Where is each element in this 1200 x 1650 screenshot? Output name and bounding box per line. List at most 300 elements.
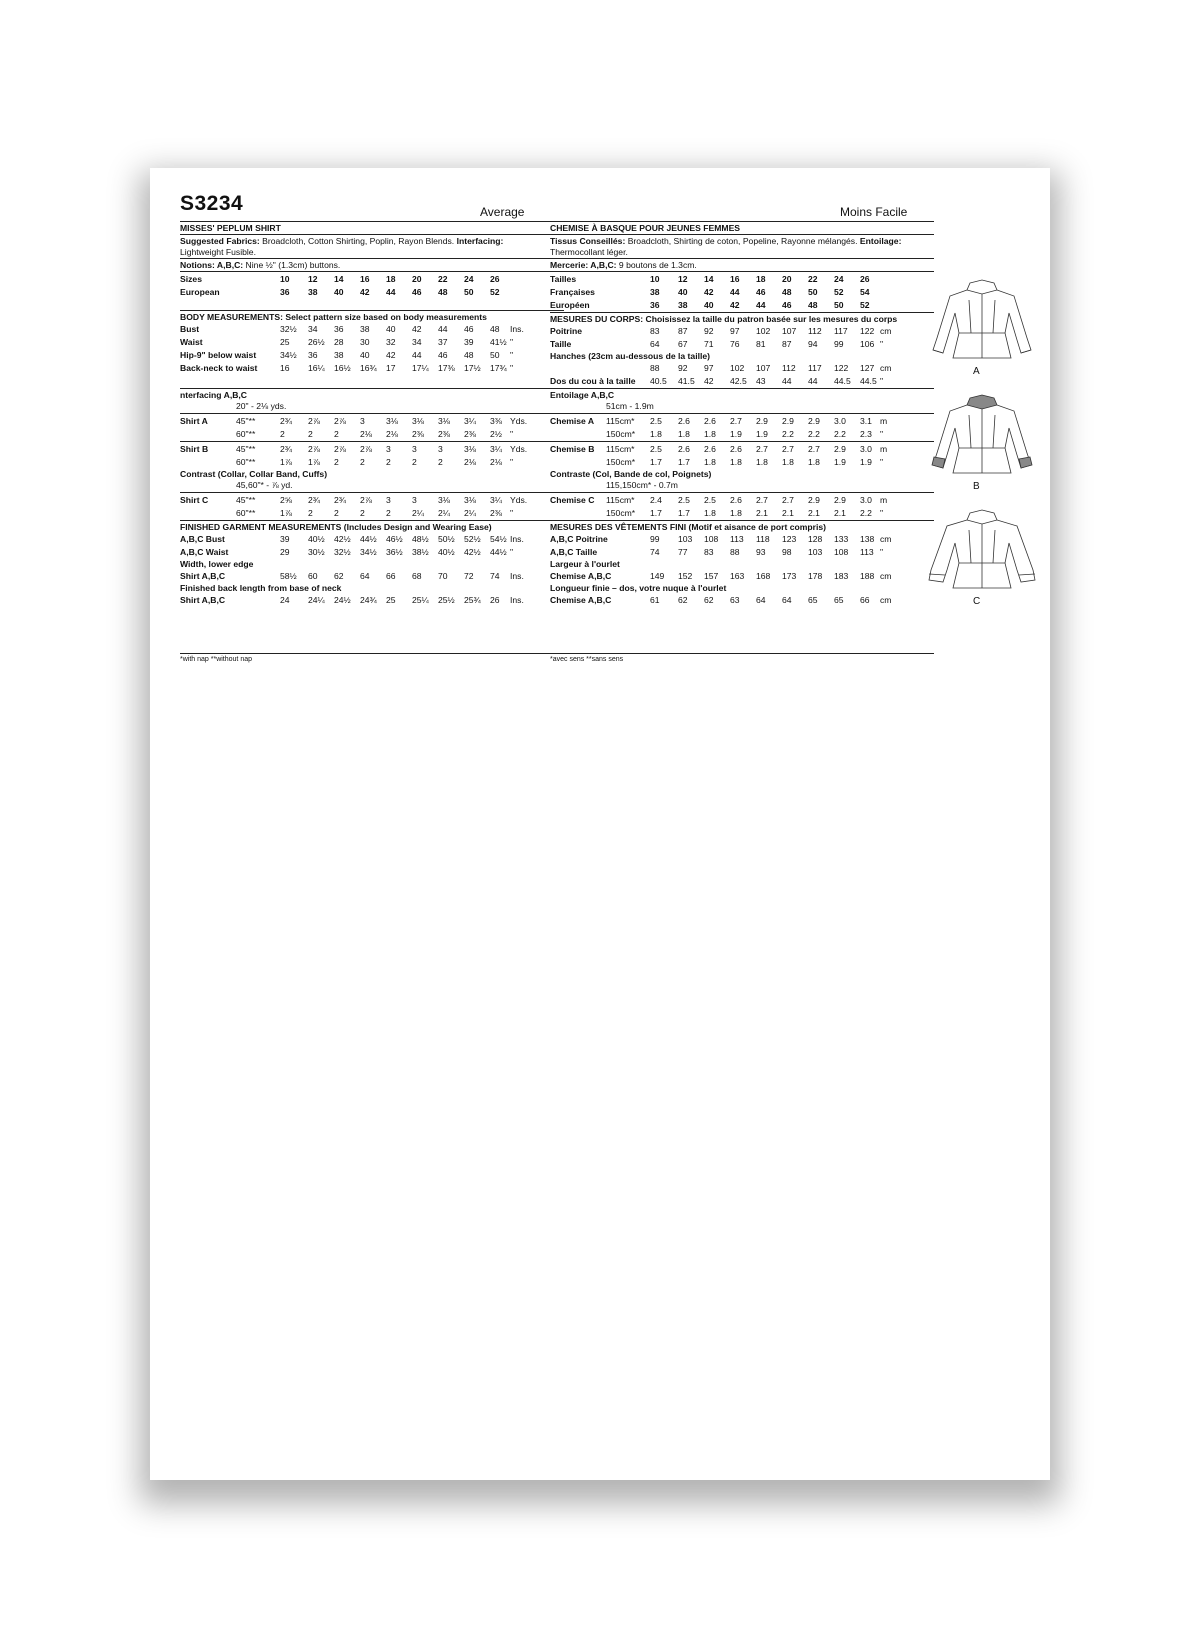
- size-value: 44: [386, 287, 396, 297]
- size-value: 108: [704, 534, 719, 544]
- unit: ": [510, 429, 514, 439]
- row-label: A,B,C Waist: [180, 547, 229, 557]
- size-value: 3: [438, 444, 443, 454]
- notions: [550, 260, 697, 270]
- finished-row: [180, 546, 564, 559]
- row-label: A,B,C Bust: [180, 534, 225, 544]
- size-value: 62: [704, 595, 714, 605]
- divider: [550, 492, 934, 493]
- unit: Yds.: [510, 444, 528, 454]
- size-value: 3⅛: [464, 444, 476, 454]
- size-value: 64: [360, 571, 370, 581]
- size-value: 3⅛: [438, 495, 450, 505]
- size-value: 117: [834, 326, 848, 336]
- unit: m: [880, 444, 888, 454]
- size-value: 48: [782, 287, 792, 297]
- size-value: 44: [782, 376, 792, 386]
- size-value: 12: [308, 274, 318, 284]
- size-value: 32½: [334, 547, 351, 557]
- size-value: 38½: [412, 547, 429, 557]
- size-value: 128: [808, 534, 823, 544]
- yardage-row-a: [550, 415, 934, 428]
- size-value: 2.7: [730, 416, 742, 426]
- size-value: 1.7: [678, 508, 690, 518]
- unit: cm: [880, 595, 892, 605]
- body-measurement-row: [180, 349, 564, 362]
- size-value: 36: [280, 287, 290, 297]
- divider: [550, 234, 934, 235]
- size-value: 36: [650, 300, 660, 310]
- size-value: 133: [834, 534, 849, 544]
- size-value: 88: [730, 547, 740, 557]
- size-value: 39: [280, 534, 290, 544]
- size-value: 12: [678, 274, 688, 284]
- size-value: 2.9: [834, 495, 846, 505]
- size-value: 74: [650, 547, 660, 557]
- size-value: 2¾: [308, 495, 320, 505]
- size-value: 3⅛: [464, 495, 476, 505]
- divider: [550, 388, 934, 389]
- size-value: 24½: [334, 595, 351, 605]
- size-value: 34: [412, 337, 422, 347]
- unit: ": [510, 508, 514, 518]
- unit: Ins.: [510, 534, 524, 544]
- size-value: 2⅞: [308, 444, 320, 454]
- size-value: 2¼: [464, 508, 476, 518]
- fabrics-label: Suggested Fabrics:: [180, 236, 260, 246]
- size-value: 10: [650, 274, 660, 284]
- size-value: 113: [730, 534, 744, 544]
- size-value: 2: [280, 429, 285, 439]
- size-value: 17⅜: [438, 363, 455, 373]
- row-label: A,B,C Taille: [550, 547, 598, 557]
- divider: [180, 234, 564, 235]
- fabrics-text: Broadcloth, Shirting de coton, Popeline, Rayonne mélangés.: [625, 236, 858, 246]
- notions: [180, 260, 340, 270]
- size-value: 122: [834, 363, 849, 373]
- size-value: 63: [730, 595, 740, 605]
- size-value: 14: [334, 274, 344, 284]
- size-value: 1⅞: [308, 457, 320, 467]
- size-value: 14: [704, 274, 714, 284]
- size-value: 3: [412, 444, 417, 454]
- size-value: 2.9: [808, 495, 820, 505]
- size-value: 1.8: [650, 429, 662, 439]
- size-value: 25¼: [412, 595, 429, 605]
- size-value: 64: [756, 595, 766, 605]
- size-value: 65: [808, 595, 818, 605]
- size-value: 2⅞: [308, 416, 320, 426]
- size-value: 3⅛: [412, 416, 424, 426]
- finished-row: [550, 546, 934, 559]
- size-value: 24¼: [308, 595, 325, 605]
- size-value: 2¾: [280, 444, 292, 454]
- size-value: 2¾: [334, 495, 346, 505]
- size-value: 3⅛: [438, 416, 450, 426]
- unit: m: [880, 416, 888, 426]
- unit: ": [510, 457, 514, 467]
- size-value: 87: [782, 339, 792, 349]
- unit: Yds.: [510, 416, 528, 426]
- unit: ": [880, 508, 884, 518]
- size-value: 29: [280, 547, 290, 557]
- size-value: 2.9: [756, 416, 768, 426]
- size-value: 1.8: [808, 457, 820, 467]
- size-value: 2.2: [782, 429, 794, 439]
- size-value: 2⅞: [334, 416, 346, 426]
- suggested-fabrics: [180, 236, 503, 246]
- row-label: Back-neck to waist: [180, 363, 258, 373]
- size-value: 81: [756, 339, 766, 349]
- size-value: 20: [412, 274, 422, 284]
- row-label: Chemise B: [550, 444, 595, 454]
- body-measurement-row: [550, 338, 934, 351]
- size-value: 97: [704, 363, 714, 373]
- size-value: 3: [386, 444, 391, 454]
- size-value: 64: [650, 339, 660, 349]
- size-value: 32½: [280, 324, 297, 334]
- size-value: 2.1: [808, 508, 820, 518]
- size-value: 2¾: [280, 416, 292, 426]
- garment-title: CHEMISE À BASQUE POUR JEUNES FEMMES: [550, 223, 741, 233]
- size-value: 16½: [334, 363, 351, 373]
- row-label: Poitrine: [550, 326, 582, 336]
- size-value: 50½: [438, 534, 455, 544]
- body-measurements-heading: BODY MEASUREMENTS: Select pattern size based on body measurements: [180, 312, 487, 322]
- interfacing-heading: nterfacing A,B,C: [180, 390, 248, 400]
- size-value: 2⅜: [412, 429, 424, 439]
- row-label: A,B,C Poitrine: [550, 534, 608, 544]
- size-value: 163: [730, 571, 745, 581]
- size-value: 3.0: [834, 416, 846, 426]
- size-value: 34: [308, 324, 318, 334]
- size-value: 2.2: [808, 429, 820, 439]
- size-value: 46: [438, 350, 448, 360]
- size-value: 28: [334, 337, 344, 347]
- size-value: 72: [464, 571, 474, 581]
- size-value: 2.7: [756, 444, 768, 454]
- size-value: 103: [808, 547, 823, 557]
- divider: [550, 441, 934, 442]
- row-label: European: [180, 287, 220, 297]
- size-value: 183: [834, 571, 849, 581]
- size-value: 48½: [412, 534, 429, 544]
- size-value: 17: [386, 363, 396, 373]
- unit: ": [880, 339, 884, 349]
- size-value: 2: [334, 508, 339, 518]
- suggested-fabrics: [550, 236, 901, 246]
- size-value: 123: [782, 534, 797, 544]
- size-value: 68: [412, 571, 422, 581]
- fabrics-label: Tissus Conseillés:: [550, 236, 626, 246]
- size-value: 2⅛: [360, 429, 372, 439]
- size-value: 54½: [490, 534, 507, 544]
- unit: cm: [880, 326, 892, 336]
- size-value: 16: [360, 274, 370, 284]
- size-value: 61: [650, 595, 660, 605]
- size-value: 54: [860, 287, 870, 297]
- yardage-row-c: [550, 507, 934, 520]
- size-value: 42.5: [730, 376, 747, 386]
- size-value: 112: [808, 326, 822, 336]
- size-value: 70: [438, 571, 448, 581]
- fabrics-line2: Lightweight Fusible.: [180, 247, 256, 257]
- french-sizes-row: [550, 286, 934, 299]
- row-label: Européen: [550, 300, 590, 310]
- size-value: 48: [438, 287, 448, 297]
- size-value: 3¼: [490, 444, 502, 454]
- fabric-width: 45"**: [236, 416, 256, 426]
- size-value: 2: [360, 457, 365, 467]
- size-value: 2: [360, 508, 365, 518]
- size-value: 2.6: [678, 444, 690, 454]
- european-sizes-row: [180, 286, 564, 299]
- width-heading: Largeur à l'ourlet: [550, 559, 620, 569]
- size-value: 52: [860, 300, 870, 310]
- size-value: 48: [490, 324, 500, 334]
- size-value: 99: [834, 339, 844, 349]
- size-value: 42: [360, 287, 370, 297]
- size-value: 88: [650, 363, 660, 373]
- size-value: 2⅜: [464, 429, 476, 439]
- unit: Ins.: [510, 571, 524, 581]
- sizes-row: [550, 273, 934, 286]
- size-value: 30: [360, 337, 370, 347]
- size-value: 46: [464, 324, 474, 334]
- size-value: 2: [386, 508, 391, 518]
- fabric-width: 115cm*: [606, 416, 635, 426]
- size-value: 50: [834, 300, 844, 310]
- size-value: 99: [650, 534, 660, 544]
- size-value: 41½: [490, 337, 507, 347]
- size-value: 2.7: [782, 495, 794, 505]
- divider: [550, 221, 934, 222]
- size-value: 3¼: [490, 495, 502, 505]
- view-c: [925, 508, 1040, 623]
- size-value: 17¼: [412, 363, 429, 373]
- size-value: 76: [730, 339, 740, 349]
- size-value: 62: [334, 571, 344, 581]
- size-value: 83: [650, 326, 660, 336]
- row-label: Waist: [180, 337, 203, 347]
- size-value: 94: [808, 339, 818, 349]
- size-value: 71: [704, 339, 714, 349]
- size-value: 2.5: [650, 416, 662, 426]
- finished-row: [180, 533, 564, 546]
- row-label: Chemise A: [550, 416, 595, 426]
- body-measurement-row: [180, 323, 564, 336]
- size-value: 2½: [490, 429, 502, 439]
- size-value: 1.9: [860, 457, 872, 467]
- size-value: 1.8: [704, 457, 716, 467]
- divider: [550, 271, 934, 272]
- size-value: 1.9: [730, 429, 742, 439]
- size-value: 122: [860, 326, 875, 336]
- size-value: 40.5: [650, 376, 667, 386]
- unit: cm: [880, 571, 892, 581]
- size-value: 16: [730, 274, 740, 284]
- shirt-view-a-icon: [925, 278, 1040, 368]
- unit: Yds.: [510, 495, 528, 505]
- size-value: 46: [756, 287, 766, 297]
- yardage-row-b: [550, 456, 934, 469]
- row-label: Françaises: [550, 287, 595, 297]
- view-a-letter: A: [973, 366, 980, 377]
- size-value: 38: [650, 287, 660, 297]
- size-value: 103: [678, 534, 693, 544]
- size-value: 2.5: [704, 495, 716, 505]
- divider: [550, 258, 934, 259]
- size-value: 2⅞: [360, 444, 372, 454]
- size-value: 157: [704, 571, 719, 581]
- size-value: 2.7: [808, 444, 820, 454]
- row-label: Bust: [180, 324, 200, 334]
- size-value: 52: [490, 287, 500, 297]
- fabric-width: 115cm*: [606, 444, 635, 454]
- size-value: 2.2: [860, 508, 872, 518]
- yardage-row-b: [550, 443, 934, 456]
- unit: cm: [880, 363, 892, 373]
- size-value: 60: [308, 571, 318, 581]
- back-length-heading: Longueur finie – dos, votre nuque à l'ourlet: [550, 583, 727, 593]
- fabric-width: 150cm*: [606, 508, 636, 518]
- unit: ": [880, 547, 884, 557]
- size-value: 102: [756, 326, 771, 336]
- size-value: 2.6: [730, 444, 742, 454]
- size-value: 2.1: [782, 508, 794, 518]
- size-value: 18: [386, 274, 396, 284]
- row-label: Chemise A,B,C: [550, 595, 612, 605]
- size-value: 3¼: [464, 416, 476, 426]
- size-value: 1⅞: [280, 508, 292, 518]
- fabrics-line2: Thermocollant léger.: [550, 247, 628, 257]
- size-value: 149: [650, 571, 665, 581]
- size-value: 2.7: [756, 495, 768, 505]
- unit: ": [510, 350, 514, 360]
- size-value: 40½: [308, 534, 325, 544]
- size-value: 2: [412, 457, 417, 467]
- yardage-row-b: [180, 456, 564, 469]
- size-value: 188: [860, 571, 875, 581]
- size-value: 40: [678, 287, 688, 297]
- size-value: 48: [464, 350, 474, 360]
- size-value: 40: [386, 324, 396, 334]
- size-value: 1.7: [650, 457, 662, 467]
- size-value: 83: [704, 547, 714, 557]
- size-value: 112: [782, 363, 796, 373]
- unit: ": [510, 337, 514, 347]
- size-value: 2⅛: [386, 429, 398, 439]
- yardage-row-c: [550, 494, 934, 507]
- interfacing-label: Interfacing:: [454, 236, 504, 246]
- back-neck-row: [550, 375, 934, 388]
- size-value: 40½: [438, 547, 455, 557]
- size-value: 2⅜: [490, 508, 502, 518]
- size-value: 26: [490, 595, 500, 605]
- row-label: Shirt C: [180, 495, 209, 505]
- size-value: 107: [782, 326, 797, 336]
- size-value: 2.6: [704, 416, 716, 426]
- contrast-yardage: 45,60"* - ⅞ yd.: [236, 480, 293, 490]
- unit: cm: [880, 534, 892, 544]
- divider: [180, 520, 564, 521]
- size-value: 10: [280, 274, 290, 284]
- size-value: 24: [464, 274, 474, 284]
- size-value: 2.6: [704, 444, 716, 454]
- size-value: 87: [678, 326, 688, 336]
- size-value: 108: [834, 547, 849, 557]
- size-value: 2⅞: [360, 495, 372, 505]
- shirt-view-c-icon: [925, 508, 1040, 598]
- size-value: 2: [334, 429, 339, 439]
- divider: [550, 312, 934, 313]
- back-length-row: [550, 594, 934, 607]
- fabric-width: 45"**: [236, 495, 256, 505]
- size-value: 38: [334, 350, 344, 360]
- pattern-code: S3234: [180, 192, 244, 215]
- size-value: 44½: [490, 547, 507, 557]
- size-value: 36: [308, 350, 318, 360]
- size-value: 50: [464, 287, 474, 297]
- hips-heading: Hanches (23cm au-dessous de la taille): [550, 351, 710, 361]
- size-value: 102: [730, 363, 745, 373]
- shirt-view-b-icon: [925, 393, 1040, 483]
- interfacing-yardage: 20" - 2⅛ yds.: [236, 401, 287, 411]
- size-value: 65: [834, 595, 844, 605]
- row-label: Hip-9" below waist: [180, 350, 257, 360]
- body-measurement-row: [180, 362, 564, 375]
- size-value: 44.5: [860, 376, 877, 386]
- size-value: 34½: [280, 350, 297, 360]
- row-label: Shirt A,B,C: [180, 595, 226, 605]
- size-value: 50: [490, 350, 500, 360]
- size-value: 42½: [464, 547, 481, 557]
- size-value: 138: [860, 534, 875, 544]
- size-value: 24¾: [360, 595, 377, 605]
- size-value: 44: [756, 300, 766, 310]
- fabrics-text: Broadcloth, Cotton Shirting, Poplin, Rayon Blends.: [259, 236, 455, 246]
- yardage-row-a: [180, 428, 564, 441]
- size-value: 1.8: [756, 457, 768, 467]
- size-value: 2.1: [756, 508, 768, 518]
- body-measurements-heading: MESURES DU CORPS: Choisissez la taille du patron basée sur les mesures du corps: [550, 314, 898, 324]
- size-value: 25½: [438, 595, 455, 605]
- size-value: 168: [756, 571, 771, 581]
- size-value: 127: [860, 363, 875, 373]
- difficulty-level-fr: Moins Facile: [840, 205, 908, 219]
- european-sizes-row: [550, 299, 934, 312]
- size-value: 1.8: [730, 457, 742, 467]
- divider: [550, 653, 934, 654]
- size-value: 46: [412, 287, 422, 297]
- size-value: 62: [678, 595, 688, 605]
- size-value: 3⅜: [490, 416, 502, 426]
- size-value: 2.9: [782, 416, 794, 426]
- fabric-width: 150cm*: [606, 457, 636, 467]
- size-value: 1⅞: [280, 457, 292, 467]
- size-value: 2: [386, 457, 391, 467]
- size-value: 42: [704, 376, 714, 386]
- size-value: 17½: [464, 363, 481, 373]
- fabric-width: 115cm*: [606, 495, 635, 505]
- fabric-width: 60"**: [236, 508, 256, 518]
- size-value: 2.9: [834, 444, 846, 454]
- contrast-heading: Contrast (Collar, Collar Band, Cuffs): [180, 469, 328, 479]
- interfacing-label: Entoilage:: [857, 236, 902, 246]
- size-value: 2: [308, 429, 313, 439]
- footnote: *avec sens **sans sens: [550, 656, 624, 663]
- size-value: 3.0: [860, 444, 872, 454]
